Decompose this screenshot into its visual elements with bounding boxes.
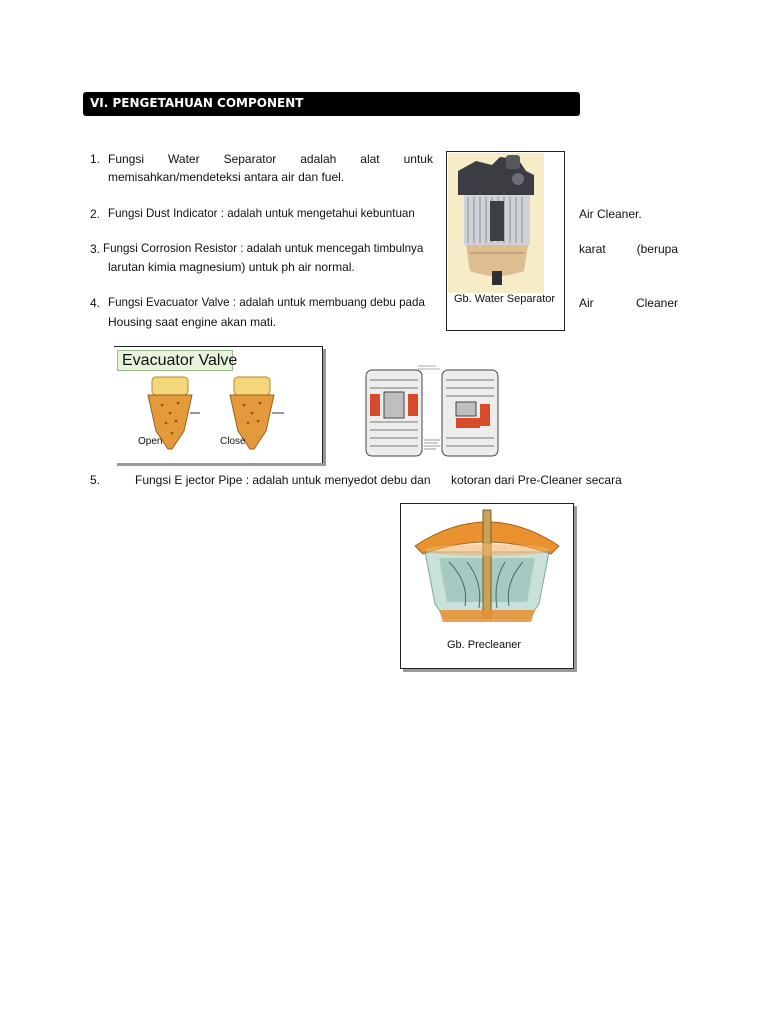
item3-text-right <box>579 241 678 257</box>
item1-word: adalah <box>300 152 337 166</box>
evacuator-open-label: Open <box>138 436 163 447</box>
item1-number: 1. <box>90 152 101 166</box>
item3-number: 3. <box>90 242 101 256</box>
item4-number: 4. <box>90 296 101 310</box>
item1-line1 <box>108 151 433 167</box>
evacuator-valve-title: Evacuator Valve <box>122 352 238 369</box>
item1-word: Separator <box>223 152 277 166</box>
item1-line2: memisahkan/mendeteksi antara air dan fuel. <box>108 170 345 184</box>
water-separator-figure <box>446 151 566 332</box>
item1-word: alat <box>360 152 380 166</box>
evacuator-close-label: Close <box>220 436 246 447</box>
item4-right-word: Air <box>579 296 594 310</box>
item2-number: 2. <box>90 207 101 221</box>
precleaner-image <box>409 506 565 636</box>
item3-line2: larutan kimia magnesium) untuk ph air normal. <box>108 260 355 274</box>
item3-right-word: karat <box>579 242 606 256</box>
item2-text-right: Air Cleaner. <box>579 207 642 221</box>
water-separator-caption: Gb. Water Separator <box>454 293 556 305</box>
item3-text: Fungsi Corrosion Resistor : adalah untuk mencegah timbulnya <box>103 242 424 255</box>
item5-number: 5. <box>90 473 101 487</box>
item1-word: Water <box>168 152 200 166</box>
precleaner-caption: Gb. Precleaner <box>447 639 521 651</box>
item4-line2: Housing saat engine akan mati. <box>108 315 277 329</box>
item3-right-word: (berupa <box>636 242 678 256</box>
section-title: VI. PENGETAHUAN COMPONENT <box>83 92 580 116</box>
item4-text: Fungsi Evacuator Valve : adalah untuk membuang debu pada <box>108 296 425 309</box>
evacuator-valve-figure <box>114 346 323 463</box>
item5-text: Fungsi E jector Pipe : adalah untuk menyedot debu dan <box>135 473 431 487</box>
item4-text-right <box>579 295 678 311</box>
item4-right-word: Cleaner <box>635 296 678 310</box>
item1-word: Fungsi <box>108 152 145 166</box>
item1-word: untuk <box>403 152 433 166</box>
item2-text: Fungsi Dust Indicator : adalah untuk mengetahui kebuntuan <box>108 207 415 220</box>
item5-text-right: kotoran dari Pre-Cleaner secara <box>451 473 622 487</box>
dust-indicator-image <box>356 360 504 464</box>
precleaner-figure <box>400 503 574 669</box>
water-separator-image <box>448 153 544 293</box>
